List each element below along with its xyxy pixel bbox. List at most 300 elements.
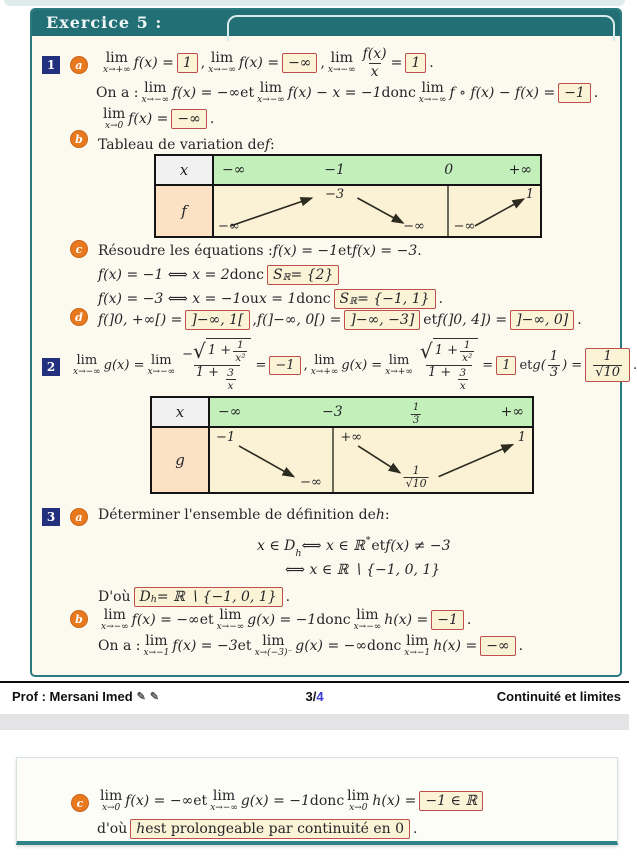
text: . [417,243,422,259]
limit-expression [100,789,122,813]
limit-expression [404,634,430,658]
table-g-header [152,398,532,428]
text: . [593,85,599,101]
limit-word: lim [210,50,234,66]
x-value [222,162,245,178]
math-text: −∞ [486,638,510,654]
limit-word: lim [314,352,335,368]
math-text: 3 [412,414,420,426]
text: donc [367,638,402,654]
limit-subscript: x→+∞ [103,65,131,75]
marker-b-icon: b [70,130,88,148]
fraction [593,350,622,381]
math-text: −∞ [288,55,312,71]
math-text: S [272,267,283,283]
text: et [240,85,255,101]
limit-expression [210,789,238,813]
math-text: −∞ [222,162,246,178]
fraction-denominator [426,365,472,393]
limit-expression [103,107,125,131]
answer-box [269,356,300,375]
text: donc [316,612,351,628]
math-text: x [179,161,189,179]
x-value [509,162,532,178]
limit-word: lim [259,80,283,96]
math-text: −∞ [453,219,476,234]
fraction [460,339,474,365]
fraction-numerator [601,350,613,365]
question-1-badge: 1 [42,56,60,74]
g-limits-line [70,338,637,392]
limit-word: lim [356,607,379,623]
fraction-numerator [361,46,389,62]
math-text: 3 [459,365,467,379]
fraction-denominator [194,365,240,393]
fraction [404,465,429,491]
math-text: x² [461,351,473,365]
text: d'où [97,821,128,837]
math-text: = [255,357,267,373]
pencil-icon: ✎ [136,691,146,703]
text: et [519,357,533,373]
fraction [411,402,421,426]
table-g-area [210,428,532,492]
answer-box [419,791,483,811]
math-text: 1 [412,402,420,413]
text: . [466,612,472,628]
text: . [633,357,637,373]
math-text: h [136,821,146,837]
limit-subscript: x→−∞ [141,95,170,105]
math-text: ]−∞, 1[ [191,312,244,328]
math-text: −1 [275,357,295,373]
fraction-denominator [233,351,247,364]
math-text: −1 ∈ ℝ [425,793,477,809]
math-text: 1 [502,357,511,373]
table-g-x-values [210,398,532,426]
page-gap [0,714,629,730]
limit-subscript: x→0 [104,121,124,131]
fraction-numerator [411,465,422,478]
limit-subscript: x→−∞ [210,803,238,813]
x-value [218,404,241,420]
subscript: h [150,594,157,605]
text: : [270,137,275,153]
g-node [518,430,526,445]
f-node [454,219,476,234]
limit-expression [101,608,129,632]
limit-expression [311,354,339,377]
math-text: f [181,202,187,220]
math-text: = {2} [290,267,334,283]
limit-subscript: x→−∞ [418,95,447,105]
table-f-var [156,156,214,184]
text: Déterminer l'ensemble de définition de [98,507,376,523]
limit-word: lim [144,80,167,96]
math-text: −1 [216,430,236,445]
math-text: g [175,451,185,469]
radical-sign-icon: √ [193,339,206,364]
math-text: f(]−∞, 0[) = [257,312,342,328]
math-text: h [375,507,385,523]
answer-box [558,83,591,103]
fraction-numerator [548,350,560,365]
math-text: g(x) = −1 [247,612,317,628]
fraction [361,46,389,79]
text: donc [381,85,416,101]
limit-expression [208,51,236,75]
variation-table-f [154,154,542,238]
text: , [252,312,257,328]
math-text: f(x) = −1 ⟺ x = 2 [98,267,230,283]
text: et [423,312,438,328]
table-f-body [156,186,540,236]
table-f-func [156,186,214,236]
answer-box [171,109,206,129]
text: , [320,55,325,71]
math-text: 1 + [434,343,458,359]
math-text: 3 [549,364,559,380]
subscript: ℝ [349,296,358,307]
text: et [199,612,214,628]
text: et [371,538,386,554]
math-text: 1 [463,338,471,351]
fraction-denominator [411,414,421,427]
limit-word: lim [76,352,98,368]
radical-sign-icon: √ [419,339,433,364]
math-text: ) = [562,357,583,373]
limit-subscript: x→−∞ [208,65,236,75]
math-text: +∞ [500,404,524,420]
math-text: 1 + [427,364,456,380]
limit-word: lim [406,633,429,649]
math-text: −∞ [177,111,201,127]
limit-word: lim [347,788,370,804]
limit-subscript: x→(−3)⁻ [254,648,293,658]
table-g-body [152,428,532,492]
f-node [526,187,534,202]
marker-c-icon: c [70,240,88,258]
math-text: −3 [325,187,345,202]
text: Résoudre les équations : [98,243,273,259]
answer-box [267,265,339,285]
limit-expression [147,354,175,377]
text: . [577,312,582,328]
limit-subscript: x→−∞ [73,366,101,377]
math-text: x [175,403,185,421]
math-text: f(]0, +∞[) = [98,312,183,328]
limit-subscript: x→0 [349,803,368,813]
fraction [225,367,236,393]
fraction-denominator [404,477,429,491]
math-text: −1 [437,612,458,628]
text: . [429,55,434,71]
image-intervals-line [98,306,582,334]
math-text: x [459,378,466,392]
math-text: 1 [182,55,192,71]
g-node [402,463,431,491]
math-text: f(x) − x = −1 [287,85,382,101]
sqrt-expression [420,338,478,365]
answer-box [585,348,630,383]
math-text: f(x) = [238,55,280,71]
limit-word: lim [150,352,172,368]
math-text: f(x) ≠ −3 [385,538,451,554]
g-node [300,475,322,490]
answer-box [431,610,464,630]
f-node [403,219,425,234]
limit-expression [354,608,382,632]
f-node [325,187,344,202]
text: . [285,589,291,605]
math-text: f(x) = −∞ [131,612,200,628]
fraction-denominator [593,365,622,381]
math-text: f(x) = −3 [351,243,418,259]
math-text: − [182,347,194,363]
limit-word: lim [145,633,168,649]
math-text: f(x) = [128,111,169,127]
limit-expression [103,51,131,75]
g-node [340,430,362,445]
math-text: 1 + [195,364,224,380]
question-3-badge: 3 [42,508,60,526]
table-g-func [152,428,210,492]
table-g-var [152,398,210,426]
math-text: f ∘ f(x) − f(x) = [449,85,556,101]
text: . [518,638,524,654]
answer-box [185,310,249,330]
answer-box [134,587,283,607]
question-2-badge: 2 [42,358,60,376]
limit-word: lim [105,50,128,66]
math-text: x [370,63,379,80]
prolongement-line-2 [97,816,417,842]
math-text: 1 [411,55,421,71]
sqrt-body [433,338,479,365]
exercise-card [30,8,637,677]
variation-arrows [210,428,532,492]
fraction [548,350,560,381]
math-text: x ∈ D [257,538,296,554]
domain-equivalence-2 [285,557,440,583]
exercise-banner [32,10,620,36]
answer-box [405,53,426,73]
limit-subscript: x→−∞ [216,622,245,632]
fraction-numerator [418,338,480,365]
math-text: h(x) = [384,612,429,628]
math-text: h(x) = [433,638,478,654]
limit-expression [141,81,169,105]
limit-subscript: x→−∞ [101,622,129,632]
fraction [457,367,468,393]
x-value [501,404,524,420]
banner-decoration [227,15,615,41]
math-text: x² [235,351,246,365]
math-text: ]−∞, −3] [350,312,415,328]
limit-expression [257,81,285,105]
answer-box [480,636,515,656]
pencil-icon: ✎ [149,691,160,703]
text: . [209,111,215,127]
page-total: 4 [316,689,324,704]
limit-word: lim [100,788,123,804]
text: donc [309,793,345,809]
math-text: f(x) = −3 [172,638,238,654]
text: On a : [98,638,141,654]
x-value [409,398,423,426]
subscript: h [295,548,302,559]
answer-box [344,310,420,330]
math-text: = [482,357,494,373]
math-text: −∞ [403,219,425,234]
math-text: −1 [564,85,585,101]
subscript: ℝ [282,272,291,283]
fraction-numerator [225,367,236,379]
math-text: √10 [405,477,427,491]
math-text: 1 [525,187,534,202]
prolongement-line-1 [97,786,486,816]
math-text: f(x) = −1 [272,243,339,259]
text: D'où [98,589,131,605]
math-text: 1 [412,463,420,477]
math-text: g(x) = [103,357,145,373]
math-text: −∞ [218,404,242,420]
marker-d-icon: d [70,308,88,326]
marker-b-icon: b [70,610,88,628]
text: : [384,507,390,523]
math-text: = [390,55,403,71]
math-text: h(x) = [372,793,417,809]
f-node [218,219,240,234]
page-footer [0,687,629,707]
math-text: g(x) = −∞ [295,638,368,654]
domain-label [98,502,390,528]
answer-box [177,53,198,73]
page-separator: / [312,689,317,704]
limit-subscript: x→+∞ [310,366,339,377]
math-text: √10 [595,364,621,380]
fraction-numerator [180,338,253,365]
discontinuity-bar [447,186,449,236]
limit-expression [73,354,101,377]
limit-subscript: x→+∞ [385,366,413,377]
math-text: ]−∞, 0] [516,312,569,328]
math-text: −∞ [218,219,240,234]
math-text: S [339,291,350,307]
previous-block-edge [4,0,625,6]
exercise-title: Exercice 5 : [46,13,163,32]
fraction-numerator [411,402,421,414]
g-node [216,430,235,445]
limits-line-3 [100,104,214,134]
text: et [237,638,252,654]
text: . [438,291,443,307]
fraction-denominator [460,351,474,364]
math-text: x = 1 [258,291,297,307]
math-text: = {−1, 1} [357,291,430,307]
limits-line-1 [100,48,434,78]
math-text: 0 [444,162,454,178]
math-text: = ℝ ∖ {−1, 0, 1} [156,589,277,605]
math-text: f(x) = [133,55,174,71]
limit-word: lim [103,607,126,623]
math-text: g(x) = −1 [240,793,310,809]
fraction-numerator [235,339,246,351]
text: est prolongeable par continuité en 0 [145,821,404,837]
math-text: 3 [227,365,234,379]
limit-expression [255,634,293,658]
limit-subscript: x→−∞ [257,95,285,105]
math-text: 1 [603,348,612,364]
math-text: f(x) [362,46,387,63]
math-text: 1 + [207,343,232,359]
table-f-area [214,186,540,236]
limit-expression [347,789,369,813]
domain-equivalence-1 [257,533,451,559]
limit-expression [217,608,245,632]
math-text: 1 [517,430,526,445]
superscript: ∗ [364,533,372,544]
limit-word: lim [388,352,410,368]
limit-subscript: x→−1 [404,648,431,658]
text: et [338,243,352,259]
math-text: g( [532,357,546,373]
x-value [324,162,345,178]
fraction-denominator [226,379,236,392]
answer-box [496,356,516,375]
answer-box [130,819,410,839]
math-text: −∞ [300,475,322,490]
limit-expression [419,81,447,105]
fraction [180,338,253,392]
text: . [413,821,418,837]
h-limits-line-2 [98,631,523,661]
limit-word: lim [421,80,444,96]
math-text: 1 [236,338,244,351]
limit-expression [143,634,169,658]
math-text: +∞ [340,430,363,445]
limit-subscript: x→−∞ [327,65,356,75]
discontinuity-bar [332,428,334,492]
text: donc [229,267,264,283]
text: , [200,55,206,71]
x-value [322,404,343,420]
answer-box [510,310,574,330]
fraction-numerator [462,339,473,351]
math-text: D [139,589,151,605]
fraction-denominator [548,365,560,381]
footer-chapter: Continuité et limites [496,689,621,704]
text: , [303,357,308,373]
limit-word: lim [212,788,236,804]
math-text: f [264,137,271,153]
text: et [193,793,208,809]
marker-c-icon: c [71,794,89,812]
text: donc [296,291,331,307]
marker-a-icon: a [70,56,88,74]
limit-subscript: x→−∞ [147,366,176,377]
limit-word: lim [262,633,285,649]
text: On a : [96,85,139,101]
x-value [444,162,453,178]
limit-expression [328,51,356,75]
math-text: ⟺ x ∈ ℝ ∖ {−1, 0, 1} [285,562,441,578]
fraction [418,338,480,392]
fraction [233,339,247,365]
math-text: f(x) = −3 ⟺ x = −1 [98,291,242,307]
footer-author-text: Prof : Mersani Imed [12,689,133,704]
limit-word: lim [103,106,126,122]
